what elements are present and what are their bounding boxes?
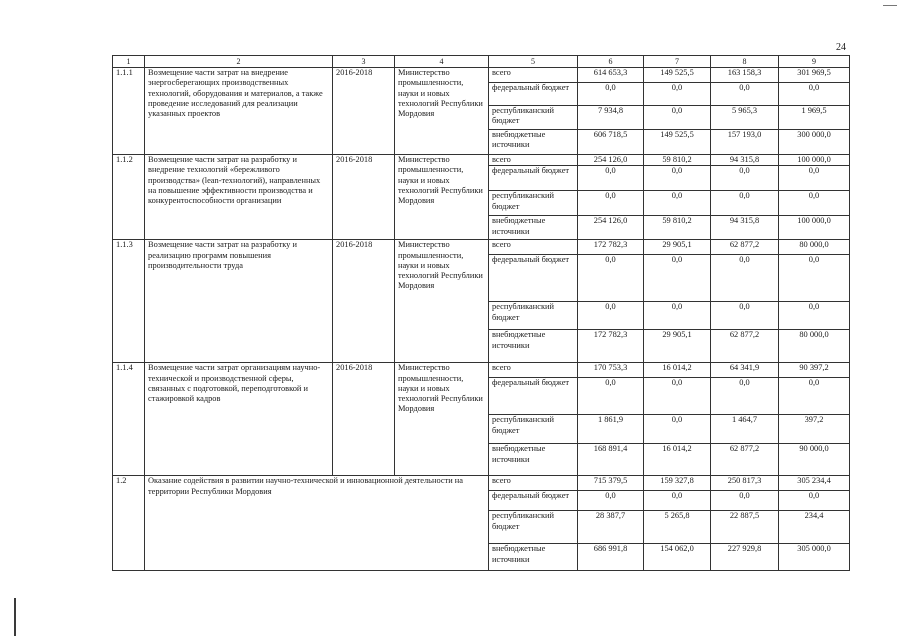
- value-cell: 62 877,2: [711, 240, 779, 255]
- value-cell: 250 817,3: [711, 476, 779, 491]
- value-cell: 254 126,0: [578, 155, 644, 166]
- value-cell: 0,0: [578, 191, 644, 216]
- funding-source: внебюджетные источники: [489, 444, 578, 476]
- value-cell: 62 877,2: [711, 444, 779, 476]
- value-cell: 59 810,2: [644, 216, 711, 240]
- value-cell: 149 525,5: [644, 68, 711, 83]
- header-cell: 9: [779, 56, 850, 68]
- item-executor: Министерство промышленности, науки и новых технологий Республики Мордовия: [395, 155, 489, 240]
- value-cell: 149 525,5: [644, 130, 711, 155]
- value-cell: 0,0: [711, 83, 779, 106]
- header-cell: 2: [145, 56, 333, 68]
- value-cell: 301 969,5: [779, 68, 850, 83]
- value-cell: 0,0: [779, 491, 850, 511]
- value-cell: 100 000,0: [779, 155, 850, 166]
- value-cell: 0,0: [779, 83, 850, 106]
- funding-source: республиканский бюджет: [489, 511, 578, 544]
- value-cell: 614 653,3: [578, 68, 644, 83]
- value-cell: 0,0: [644, 415, 711, 444]
- value-cell: 154 062,0: [644, 544, 711, 571]
- funding-source: всего: [489, 155, 578, 166]
- value-cell: 397,2: [779, 415, 850, 444]
- value-cell: 0,0: [644, 302, 711, 330]
- budget-table: [112, 55, 850, 571]
- value-cell: 1 464,7: [711, 415, 779, 444]
- item-executor: Министерство промышленности, науки и новых технологий Республики Мордовия: [395, 363, 489, 476]
- funding-source: федеральный бюджет: [489, 378, 578, 415]
- value-cell: 0,0: [711, 191, 779, 216]
- value-cell: 254 126,0: [578, 216, 644, 240]
- item-number: 1.2: [113, 476, 145, 571]
- value-cell: 0,0: [644, 378, 711, 415]
- item-executor: Министерство промышленности, науки и новых технологий Республики Мордовия: [395, 68, 489, 155]
- value-cell: 0,0: [578, 491, 644, 511]
- page-number: 24: [836, 42, 846, 53]
- value-cell: 300 000,0: [779, 130, 850, 155]
- funding-source: всего: [489, 68, 578, 83]
- funding-source: федеральный бюджет: [489, 255, 578, 302]
- value-cell: 715 379,5: [578, 476, 644, 491]
- header-cell: 8: [711, 56, 779, 68]
- value-cell: 7 934,8: [578, 106, 644, 130]
- table-row: [113, 363, 850, 378]
- funding-source: республиканский бюджет: [489, 191, 578, 216]
- funding-source: республиканский бюджет: [489, 415, 578, 444]
- value-cell: 28 387,7: [578, 511, 644, 544]
- value-cell: 0,0: [711, 491, 779, 511]
- value-cell: 0,0: [711, 255, 779, 302]
- value-cell: 80 000,0: [779, 240, 850, 255]
- item-description: Возмещение части затрат на разработку и внедрение технологий «бережливого производства» (lean-технологий), направленных на повышение эффективности производства и конкурентоспособности организации: [145, 155, 333, 240]
- funding-source: внебюджетные источники: [489, 330, 578, 363]
- value-cell: 90 000,0: [779, 444, 850, 476]
- corner-mark: [883, 5, 897, 6]
- value-cell: 172 782,3: [578, 240, 644, 255]
- value-cell: 90 397,2: [779, 363, 850, 378]
- header-cell: 6: [578, 56, 644, 68]
- header-cell: 1: [113, 56, 145, 68]
- value-cell: 5 965,3: [711, 106, 779, 130]
- value-cell: 0,0: [644, 491, 711, 511]
- value-cell: 305 000,0: [779, 544, 850, 571]
- item-description: Возмещение части затрат организациям научно-технической и производственной сферы, связанных с подготовкой, переподготовкой и стажировкой кадров: [145, 363, 333, 476]
- value-cell: 159 327,8: [644, 476, 711, 491]
- value-cell: 172 782,3: [578, 330, 644, 363]
- item-description: Оказание содействия в развитии научно-технической и инновационной деятельности на территории Республики Мордовия: [145, 476, 489, 571]
- table-body: [113, 56, 850, 571]
- value-cell: 0,0: [578, 378, 644, 415]
- table-row: [113, 476, 850, 491]
- header-cell: 4: [395, 56, 489, 68]
- funding-source: республиканский бюджет: [489, 106, 578, 130]
- value-cell: 5 265,8: [644, 511, 711, 544]
- funding-source: всего: [489, 363, 578, 378]
- funding-source: всего: [489, 240, 578, 255]
- value-cell: 0,0: [644, 166, 711, 191]
- table-row: [113, 240, 850, 255]
- value-cell: 29 905,1: [644, 330, 711, 363]
- value-cell: 0,0: [644, 83, 711, 106]
- value-cell: 29 905,1: [644, 240, 711, 255]
- value-cell: 0,0: [644, 255, 711, 302]
- value-cell: 59 810,2: [644, 155, 711, 166]
- item-years: 2016-2018: [333, 68, 395, 155]
- item-description: Возмещение части затрат на внедрение энергосберегающих производственных технологий, оборудования и материалов, а также проведение исследований для реализации указанных проектов: [145, 68, 333, 155]
- value-cell: 1 861,9: [578, 415, 644, 444]
- value-cell: 0,0: [578, 255, 644, 302]
- value-cell: 0,0: [779, 255, 850, 302]
- value-cell: 0,0: [711, 166, 779, 191]
- header-cell: 3: [333, 56, 395, 68]
- header-cell: 5: [489, 56, 578, 68]
- funding-source: внебюджетные источники: [489, 544, 578, 571]
- funding-source: внебюджетные источники: [489, 130, 578, 155]
- value-cell: 163 158,3: [711, 68, 779, 83]
- header-row: [113, 56, 850, 68]
- value-cell: 0,0: [644, 106, 711, 130]
- funding-source: внебюджетные источники: [489, 216, 578, 240]
- funding-source: республиканский бюджет: [489, 302, 578, 330]
- item-number: 1.1.1: [113, 68, 145, 155]
- value-cell: 0,0: [779, 378, 850, 415]
- funding-source: всего: [489, 476, 578, 491]
- value-cell: 0,0: [711, 378, 779, 415]
- table-row: [113, 155, 850, 166]
- value-cell: 22 887,5: [711, 511, 779, 544]
- value-cell: 0,0: [644, 191, 711, 216]
- value-cell: 94 315,8: [711, 155, 779, 166]
- value-cell: 305 234,4: [779, 476, 850, 491]
- value-cell: 94 315,8: [711, 216, 779, 240]
- value-cell: 227 929,8: [711, 544, 779, 571]
- value-cell: 234,4: [779, 511, 850, 544]
- header-cell: 7: [644, 56, 711, 68]
- table-row: [113, 68, 850, 83]
- value-cell: 0,0: [711, 302, 779, 330]
- funding-source: федеральный бюджет: [489, 166, 578, 191]
- value-cell: 62 877,2: [711, 330, 779, 363]
- item-years: 2016-2018: [333, 363, 395, 476]
- funding-source: федеральный бюджет: [489, 83, 578, 106]
- value-cell: 168 891,4: [578, 444, 644, 476]
- value-cell: 16 014,2: [644, 363, 711, 378]
- value-cell: 606 718,5: [578, 130, 644, 155]
- value-cell: 0,0: [578, 166, 644, 191]
- item-years: 2016-2018: [333, 155, 395, 240]
- value-cell: 0,0: [578, 83, 644, 106]
- value-cell: 0,0: [578, 302, 644, 330]
- item-description: Возмещение части затрат на разработку и реализацию программ повышения производительности труда: [145, 240, 333, 363]
- value-cell: 170 753,3: [578, 363, 644, 378]
- item-years: 2016-2018: [333, 240, 395, 363]
- value-cell: 64 341,9: [711, 363, 779, 378]
- scan-edge-mark: [14, 598, 16, 636]
- value-cell: 0,0: [779, 191, 850, 216]
- value-cell: 686 991,8: [578, 544, 644, 571]
- value-cell: 0,0: [779, 166, 850, 191]
- value-cell: 80 000,0: [779, 330, 850, 363]
- value-cell: 157 193,0: [711, 130, 779, 155]
- item-number: 1.1.4: [113, 363, 145, 476]
- funding-source: федеральный бюджет: [489, 491, 578, 511]
- value-cell: 16 014,2: [644, 444, 711, 476]
- value-cell: 0,0: [779, 302, 850, 330]
- value-cell: 100 000,0: [779, 216, 850, 240]
- item-number: 1.1.3: [113, 240, 145, 363]
- value-cell: 1 969,5: [779, 106, 850, 130]
- item-number: 1.1.2: [113, 155, 145, 240]
- item-executor: Министерство промышленности, науки и новых технологий Республики Мордовия: [395, 240, 489, 363]
